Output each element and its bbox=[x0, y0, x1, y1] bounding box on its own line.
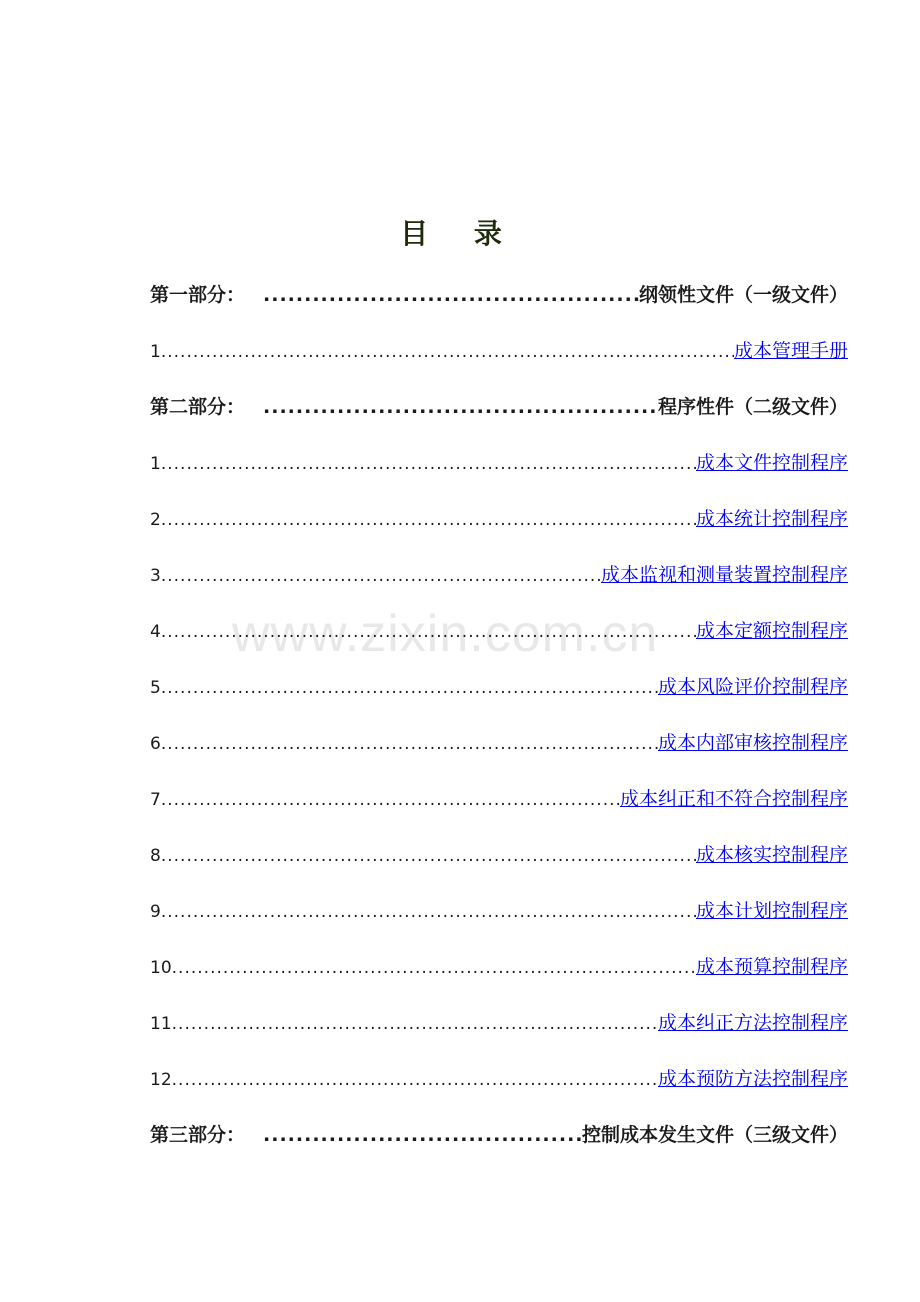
toc-entry[interactable] bbox=[150, 840, 848, 896]
toc-entry[interactable] bbox=[150, 1008, 848, 1064]
entry-title bbox=[658, 672, 848, 699]
section-title: 程序性件（二级文件） bbox=[657, 396, 848, 418]
toc-link[interactable]: 成本内部审核控制程序 bbox=[657, 732, 848, 754]
entry-title bbox=[696, 448, 848, 475]
dot-leader bbox=[172, 1014, 658, 1034]
toc-entry[interactable] bbox=[150, 448, 848, 504]
entry-number: 1 bbox=[150, 454, 161, 474]
entry-number: 5 bbox=[150, 678, 161, 698]
dot-leader bbox=[161, 678, 658, 698]
entry-number: 9 bbox=[150, 902, 161, 922]
entry-title bbox=[734, 336, 848, 363]
toc-entry[interactable] bbox=[150, 896, 848, 952]
toc-link[interactable]: 成本定额控制程序 bbox=[695, 620, 848, 642]
entry-title bbox=[658, 1064, 848, 1091]
dot-leader bbox=[161, 454, 696, 474]
section-label: 第一部分： bbox=[150, 284, 246, 306]
toc-section bbox=[150, 1120, 848, 1176]
entry-number: 4 bbox=[150, 622, 161, 642]
watermark: www.zixin.com.cn bbox=[232, 605, 659, 663]
entry-number: 7 bbox=[150, 790, 161, 810]
toc-link[interactable]: 成本计划控制程序 bbox=[695, 900, 848, 922]
entry-title bbox=[658, 1008, 848, 1035]
dot-leader bbox=[161, 342, 734, 362]
toc-entry[interactable] bbox=[150, 784, 848, 840]
dot-leader bbox=[161, 790, 620, 810]
toc-link[interactable]: 成本风险评价控制程序 bbox=[657, 676, 848, 698]
dot-leader bbox=[161, 622, 696, 642]
section-label: 第三部分： bbox=[150, 1124, 246, 1146]
dot-leader bbox=[161, 734, 658, 754]
dot-leader bbox=[161, 902, 696, 922]
entry-title bbox=[696, 840, 848, 867]
toc-entry[interactable] bbox=[150, 1064, 848, 1120]
section-label: 第二部分： bbox=[150, 396, 246, 418]
dot-leader bbox=[263, 396, 658, 418]
dot-leader bbox=[161, 510, 696, 530]
toc-link[interactable]: 成本纠正和不符合控制程序 bbox=[619, 788, 848, 810]
toc-link[interactable]: 成本管理手册 bbox=[733, 340, 848, 362]
entry-title bbox=[658, 728, 848, 755]
entry-title bbox=[601, 560, 848, 587]
dot-leader bbox=[161, 566, 601, 586]
toc-link[interactable]: 成本监视和测量装置控制程序 bbox=[600, 564, 848, 586]
page-title: 目 录 bbox=[400, 217, 520, 250]
toc-link[interactable]: 成本预算控制程序 bbox=[695, 956, 848, 978]
table-of-contents bbox=[150, 280, 848, 1176]
section-title: 控制成本发生文件（三级文件） bbox=[581, 1124, 848, 1146]
entry-title bbox=[620, 784, 848, 811]
section-title: 纲领性文件（一级文件） bbox=[638, 284, 848, 306]
entry-number: 3 bbox=[150, 566, 161, 586]
toc-entry[interactable] bbox=[150, 336, 848, 392]
toc-link[interactable]: 成本统计控制程序 bbox=[695, 508, 848, 530]
toc-entry[interactable] bbox=[150, 952, 848, 1008]
toc-entry[interactable] bbox=[150, 504, 848, 560]
toc-entry[interactable] bbox=[150, 616, 848, 672]
entry-title bbox=[696, 504, 848, 531]
dot-leader bbox=[161, 846, 696, 866]
toc-section bbox=[150, 392, 848, 448]
entry-title bbox=[696, 616, 848, 643]
dot-leader bbox=[263, 284, 639, 306]
toc-link[interactable]: 成本预防方法控制程序 bbox=[657, 1068, 848, 1090]
entry-title bbox=[696, 896, 848, 923]
dot-leader bbox=[172, 958, 696, 978]
toc-entry[interactable] bbox=[150, 560, 848, 616]
entry-number: 2 bbox=[150, 510, 161, 530]
toc-link[interactable]: 成本文件控制程序 bbox=[695, 452, 848, 474]
entry-number: 8 bbox=[150, 846, 161, 866]
entry-title bbox=[696, 952, 848, 979]
toc-link[interactable]: 成本核实控制程序 bbox=[695, 844, 848, 866]
dot-leader bbox=[172, 1070, 658, 1090]
toc-entry[interactable] bbox=[150, 672, 848, 728]
toc-link[interactable]: 成本纠正方法控制程序 bbox=[657, 1012, 848, 1034]
toc-entry[interactable] bbox=[150, 728, 848, 784]
entry-number: 12 bbox=[150, 1070, 172, 1090]
entry-number: 6 bbox=[150, 734, 161, 754]
dot-leader bbox=[263, 1124, 582, 1146]
entry-number: 11 bbox=[150, 1014, 172, 1034]
entry-number: 10 bbox=[150, 958, 172, 978]
entry-number: 1 bbox=[150, 342, 161, 362]
toc-section bbox=[150, 280, 848, 336]
